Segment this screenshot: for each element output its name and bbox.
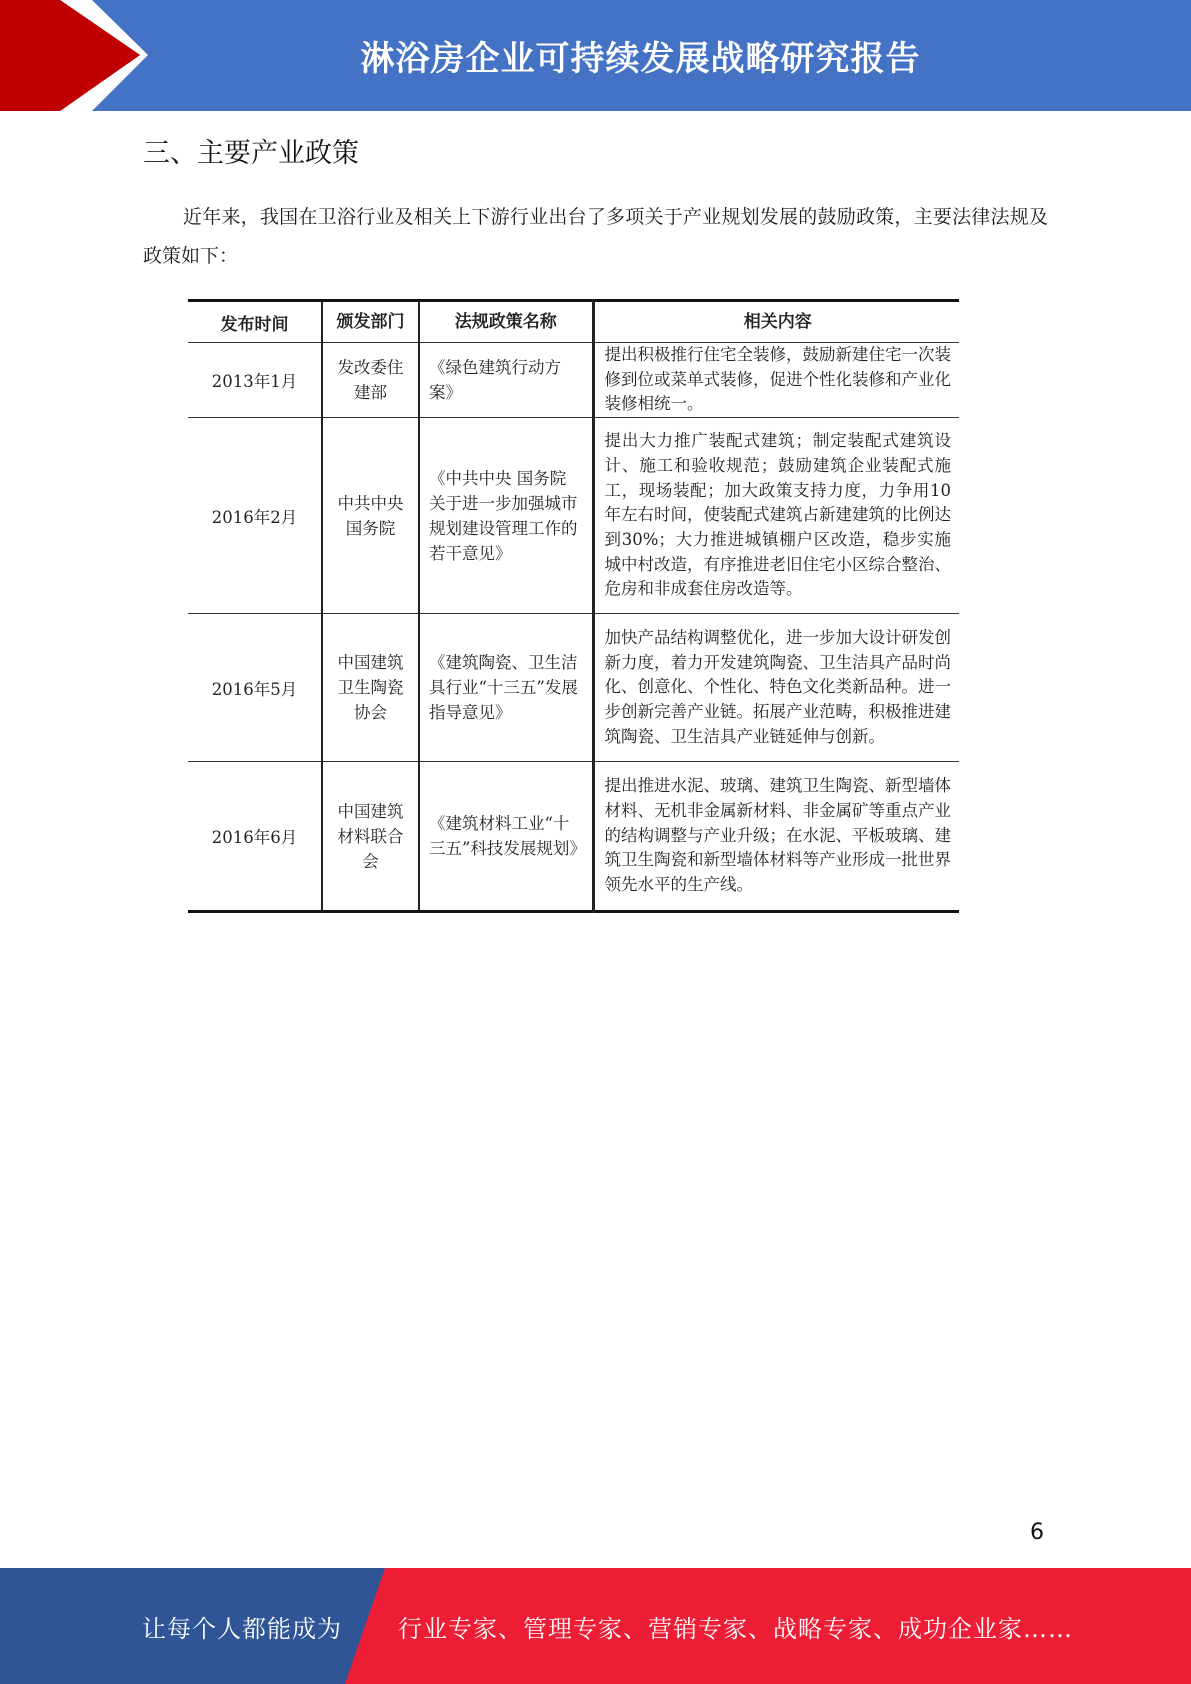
cell-policy-name: 《中共中央 国务院关于进一步加强城市规划建设管理工作的若干意见》 [419,418,593,614]
table-row [188,614,959,762]
footer-slogan-left: 让每个人都能成为 [142,1614,342,1643]
intro-paragraph: 近年来，我国在卫浴行业及相关上下游行业出台了多项关于产业规划发展的鼓励政策，主要法律法规及政策如下： [143,206,1048,267]
cell-date: 2013年1月 [188,343,322,418]
page-number: 6 [1030,1520,1044,1545]
cell-department: 中共中央国务院 [322,418,419,614]
cell-date: 2016年6月 [188,762,322,912]
header-department: 颁发部门 [322,301,419,343]
footer-bar [0,1568,1191,1684]
cell-content: 提出推进水泥、玻璃、建筑卫生陶瓷、新型墙体材料、无机非金属新材料、非金属矿等重点产业的结构调整与产业升级；在水泥、平板玻璃、建筑卫生陶瓷和新型墙体材料等产业形成一批世界领先水平的生产线。 [593,762,959,912]
cell-department: 中国建筑材料联合会 [322,762,419,912]
cell-date: 2016年5月 [188,614,322,762]
cell-department: 中国建筑卫生陶瓷协会 [322,614,419,762]
header-chevron-icon [0,0,160,111]
header-policy-name: 法规政策名称 [419,301,593,343]
policy-table [188,299,959,913]
section-heading: 三、主要产业政策 [143,138,359,169]
header-bar [0,0,1191,111]
footer-slogan-right: 行业专家、管理专家、营销专家、战略专家、成功企业家…… [398,1614,1073,1643]
document-title: 淋浴房企业可持续发展战略研究报告 [360,39,921,79]
cell-policy-name: 《建筑陶瓷、卫生洁具行业“十三五”发展指导意见》 [419,614,593,762]
table-row [188,762,959,912]
cell-department: 发改委住建部 [322,343,419,418]
table-row [188,343,959,418]
cell-content: 提出积极推行住宅全装修，鼓励新建住宅一次装修到位或菜单式装修，促进个性化装修和产业化装修相统一。 [593,343,959,418]
table-header-row [188,301,959,343]
header-date: 发布时间 [188,301,322,343]
cell-date: 2016年2月 [188,418,322,614]
cell-policy-name: 《绿色建筑行动方案》 [419,343,593,418]
cell-content: 加快产品结构调整优化，进一步加大设计研发创新力度，着力开发建筑陶瓷、卫生洁具产品时尚化、创意化、个性化、特色文化类新品种。进一步创新完善产业链。拓展产业范畴，积极推进建筑陶瓷、卫生洁具产业链延伸与创新。 [593,614,959,762]
table-row [188,418,959,614]
cell-policy-name: 《建筑材料工业“十三五”科技发展规划》 [419,762,593,912]
cell-content: 提出大力推广装配式建筑；制定装配式建筑设计、施工和验收规范；鼓励建筑企业装配式施工，现场装配；加大政策支持力度，力争用10年左右时间，使装配式建筑占新建建筑的比例达到30%；大力推进城镇棚户区改造，稳步实施城中村改造，有序推进老旧住宅小区综合整治、危房和非成套住房改造等。 [593,418,959,614]
header-content: 相关内容 [593,301,959,343]
